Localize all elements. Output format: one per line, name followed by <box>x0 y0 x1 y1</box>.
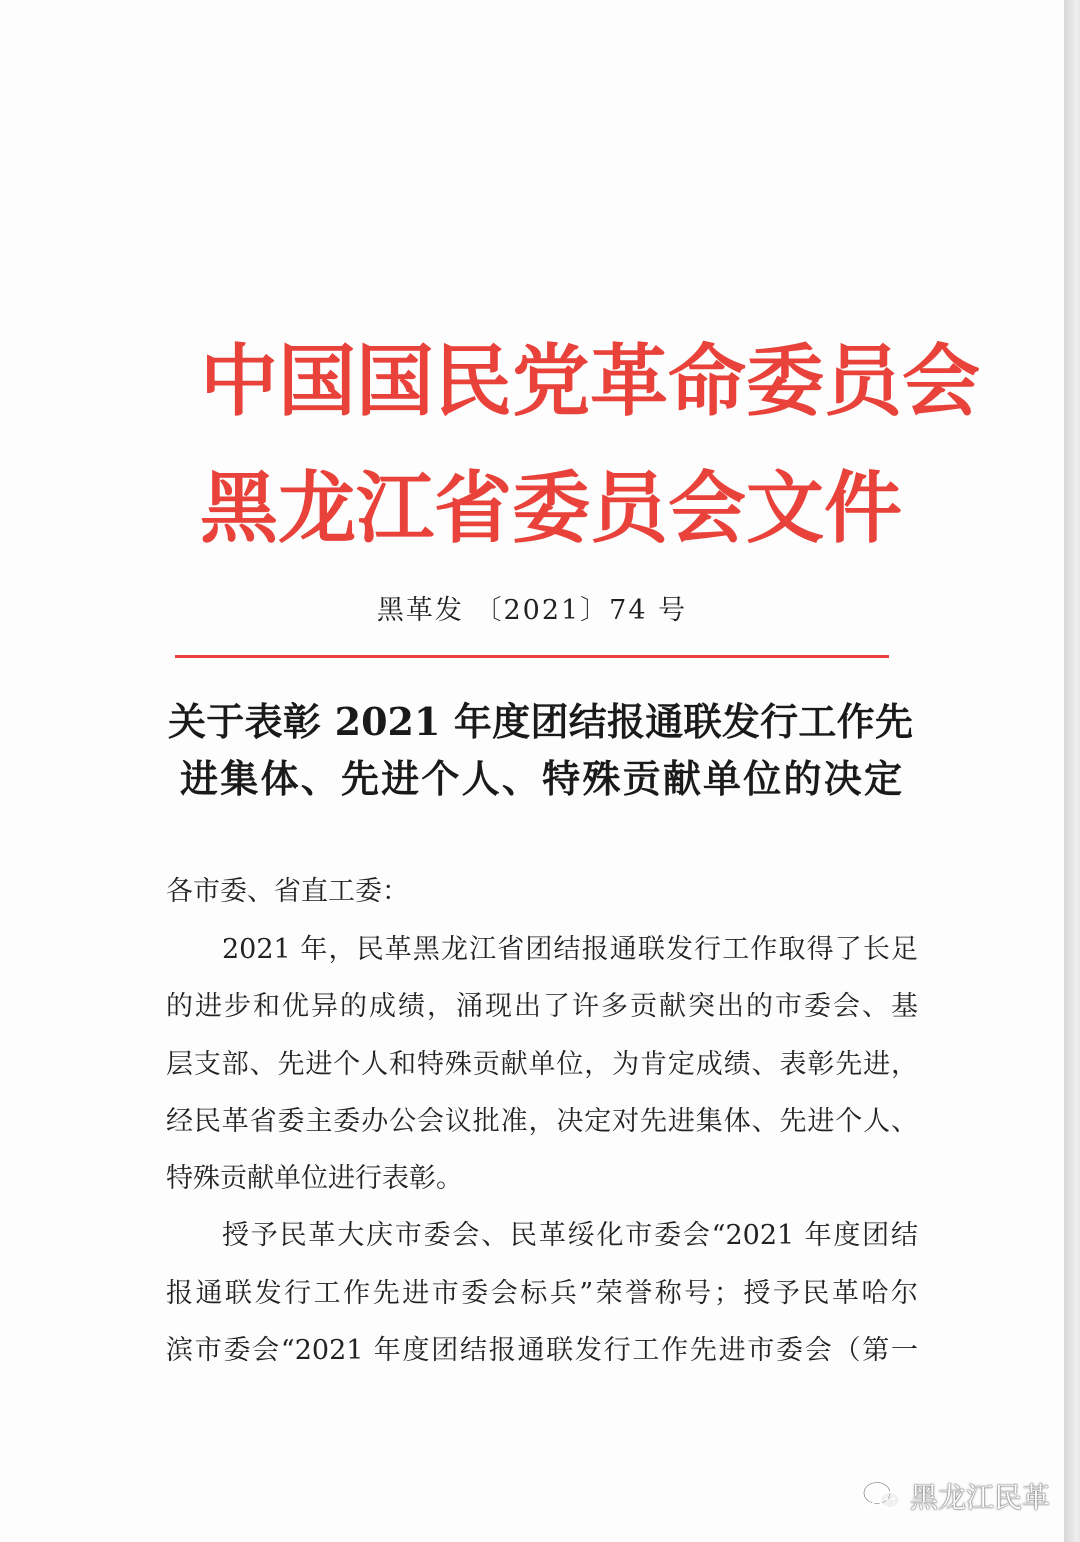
watermark-label: 黑龙江民革 <box>909 1481 1050 1514</box>
document-title-line-2: 进集体、先进个人、特殊贡献单位的决定 <box>180 756 902 801</box>
document-title-line-1: 关于表彰 2021 年度团结报通联发行工作先 <box>168 699 913 744</box>
paragraph-2-line: 滨市委会“2021 年度团结报通联发行工作先进市委会（第一 <box>166 1335 918 1366</box>
paragraph-1-line: 层支部、先进个人和特殊贡献单位，为肯定成绩、表彰先进， <box>166 1049 918 1080</box>
paragraph-1-line: 经民革省委主委办公会议批准，决定对先进集体、先进个人、 <box>166 1106 918 1137</box>
paragraph-1-line: 的进步和优异的成绩，涌现出了许多贡献突出的市委会、基 <box>166 991 918 1022</box>
wechat-watermark <box>862 1476 1050 1516</box>
wechat-icon <box>862 1480 902 1512</box>
paragraph-2-line: 授予民革大庆市委会、民革绥化市委会“2021 年度团结 <box>222 1220 918 1251</box>
salutation: 各市委、省直工委： <box>166 876 409 907</box>
paragraph-1-line: 特殊贡献单位进行表彰。 <box>166 1163 463 1194</box>
document-header-line-1: 中国国民党革命委员会 <box>200 336 981 427</box>
paragraph-1-line: 2021 年，民革黑龙江省团结报通联发行工作取得了长足 <box>222 934 918 965</box>
document-header-line-2: 黑龙江省委员会文件 <box>200 463 903 554</box>
paragraph-2-line: 报通联发行工作先进市委会标兵”荣誉称号；授予民革哈尔 <box>166 1278 918 1309</box>
document-number: 黑革发 〔2021〕74 号 <box>376 595 688 626</box>
red-divider <box>175 655 889 658</box>
